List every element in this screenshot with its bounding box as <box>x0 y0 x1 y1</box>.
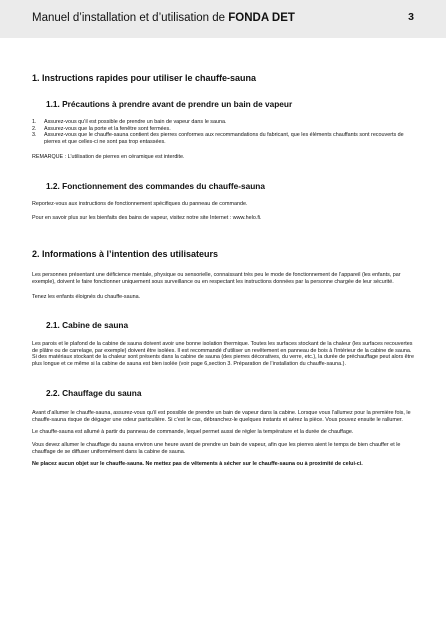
section-1-1-heading: 1.1. Précautions à prendre avant de prendre un bain de vapeur <box>46 99 293 109</box>
precautions-list <box>32 119 416 146</box>
paragraph: Le chauffe-sauna est allumé à partir du panneau de commande, lequel permet aussi de régler la température et la durée de chauffage. <box>32 429 354 436</box>
section-2-2-heading: 2.2. Chauffage du sauna <box>46 387 142 398</box>
list-item: 3. Assurez-vous que le chauffe-sauna contient des pierres conformes aux recommandations du fabricant, que les éléments chauffants sont recouverts de pierres et que celles-ci ne sont pas trop entassées. <box>32 132 404 146</box>
list-item: 1. Assurez-vous qu’il est possible de prendre un bain de vapeur dans le sauna. <box>32 119 227 125</box>
paragraph: Avant d’allumer le chauffe-sauna, assurez-vous qu’il est possible de prendre un bain de vapeur dans la cabine. Lorsque vous l’allumez pour la première fois, le chauffe-sauna risque de dégager une odeur particulière. Si c’est le cas, débranchez-le quelques instants et aérez la pièce. Vous pouvez ensuite le rallumer. <box>32 409 411 423</box>
warning-paragraph: Ne placez aucun objet sur le chauffe-sauna. Ne mettez pas de vêtements à sécher sur le chauffe-sauna ou à proximité de celui-ci. <box>32 461 363 468</box>
document-title <box>32 12 295 24</box>
section-1-2-heading: 1.2. Fonctionnement des commandes du chauffe-sauna <box>46 180 265 191</box>
paragraph: Les personnes présentant une déficience mentale, physique ou sensorielle, connaissant très peu le mode de fonctionnement de l’appareil (les enfants, par exemple), doivent le faire fonctionner uniquement sous surveillance ou en respectant les instructions données par la personne chargée de leur sécurité. <box>32 271 401 285</box>
document-body <box>32 73 416 468</box>
paragraph: Pour en savoir plus sur les bienfaits des bains de vapeur, visitez notre site Internet : www.helo.fi. <box>32 215 262 222</box>
product-name: FONDA DET <box>228 12 295 24</box>
paragraph: Vous devez allumer le chauffage du sauna environ une heure avant de prendre un bain de vapeur, afin que les pierres aient le temps de bien chauffer et le chauffage de se diffuser uniformément dans la cabine de sauna. <box>32 441 401 455</box>
paragraph: Reportez-vous aux instructions de fonctionnement spécifiques du panneau de commande. <box>32 200 248 207</box>
section-1-heading: 1. Instructions rapides pour utiliser le chauffe-sauna <box>32 73 257 83</box>
title-prefix: Manuel d’installation et d’utilisation de <box>32 12 226 24</box>
page-number: 3 <box>408 11 414 23</box>
section-2-heading: 2. Informations à l’intention des utilisateurs <box>32 248 219 259</box>
paragraph: Tenez les enfants éloignés du chauffe-sauna. <box>32 294 141 301</box>
paragraph: Les parois et le plafond de la cabine de sauna doivent avoir une bonne isolation thermique. Toutes les surfaces stockant de la chaleur (les surfaces recouvertes de plâtre ou de carrelage, par exemple) doivent être isolées. Il est recommandé d’utiliser un revêtement en panneau de bois à l’intérieur de la cabine de sauna. Si des matériaux stockant de la chaleur sont présents dans la cabine de sauna (des pierres décoratives, du verre, etc.), la durée de préchauffage peut alors être plus longue et ce même si la cabine de sauna est bien isolée (voir page 6,section 3. Préparation de l’installation du chauffe-sauna.). <box>32 341 414 368</box>
remark-text: REMARQUE : L’utilisation de pierres en céramique est interdite. <box>32 153 185 160</box>
section-2-1-heading: 2.1. Cabine de sauna <box>46 320 129 331</box>
list-item: 2. Assurez-vous que la porte et la fenêtre sont fermées. <box>32 125 171 132</box>
page-header <box>0 0 446 38</box>
